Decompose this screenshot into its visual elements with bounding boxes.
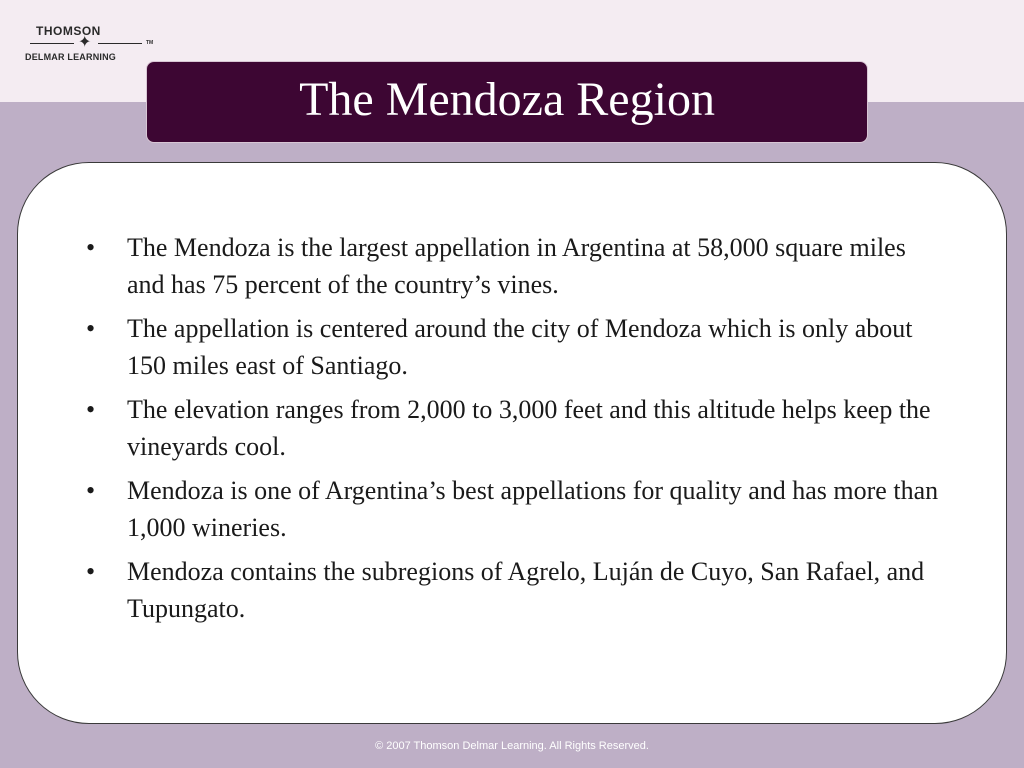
bullet-item (86, 229, 946, 303)
logo-rule-left (30, 43, 74, 44)
star-icon: ✦ (78, 34, 92, 51)
title-box (146, 61, 868, 143)
bullet-dot-icon: • (86, 557, 96, 586)
bullet-dot-icon: • (86, 233, 96, 262)
logo-top-text: THOMSON (36, 24, 101, 38)
bullet-dot-icon: • (86, 395, 96, 424)
bullet-text: Mendoza is one of Argentina’s best appellations for quality and has more than 1,000 wineries. (127, 476, 939, 542)
bullet-text: The appellation is centered around the city of Mendoza which is only about 150 miles east of Santiago. (127, 314, 913, 380)
bullet-item (86, 391, 946, 465)
logo-rule-right (98, 43, 142, 44)
thomson-delmar-logo (22, 24, 157, 68)
content-box (17, 162, 1007, 724)
bullet-dot-icon: • (86, 314, 96, 343)
bullet-text: Mendoza contains the subregions of Agrelo, Luján de Cuyo, San Rafael, and Tupungato. (127, 557, 925, 623)
bullet-list (86, 229, 946, 634)
bullet-dot-icon: • (86, 476, 96, 505)
logo-bottom-text: DELMAR LEARNING (25, 52, 116, 62)
bullet-text: The Mendoza is the largest appellation in Argentina at 58,000 square miles and has 75 percent of the country’s vines. (127, 233, 906, 299)
bullet-text: The elevation ranges from 2,000 to 3,000 feet and this altitude helps keep the vineyards cool. (127, 395, 931, 461)
slide-title: The Mendoza Region (299, 73, 715, 126)
bullet-item (86, 553, 946, 627)
bullet-item (86, 310, 946, 384)
copyright-footer: © 2007 Thomson Delmar Learning. All Rights Reserved. (375, 740, 649, 752)
logo-trademark: TM (146, 40, 154, 46)
bullet-item (86, 472, 946, 546)
